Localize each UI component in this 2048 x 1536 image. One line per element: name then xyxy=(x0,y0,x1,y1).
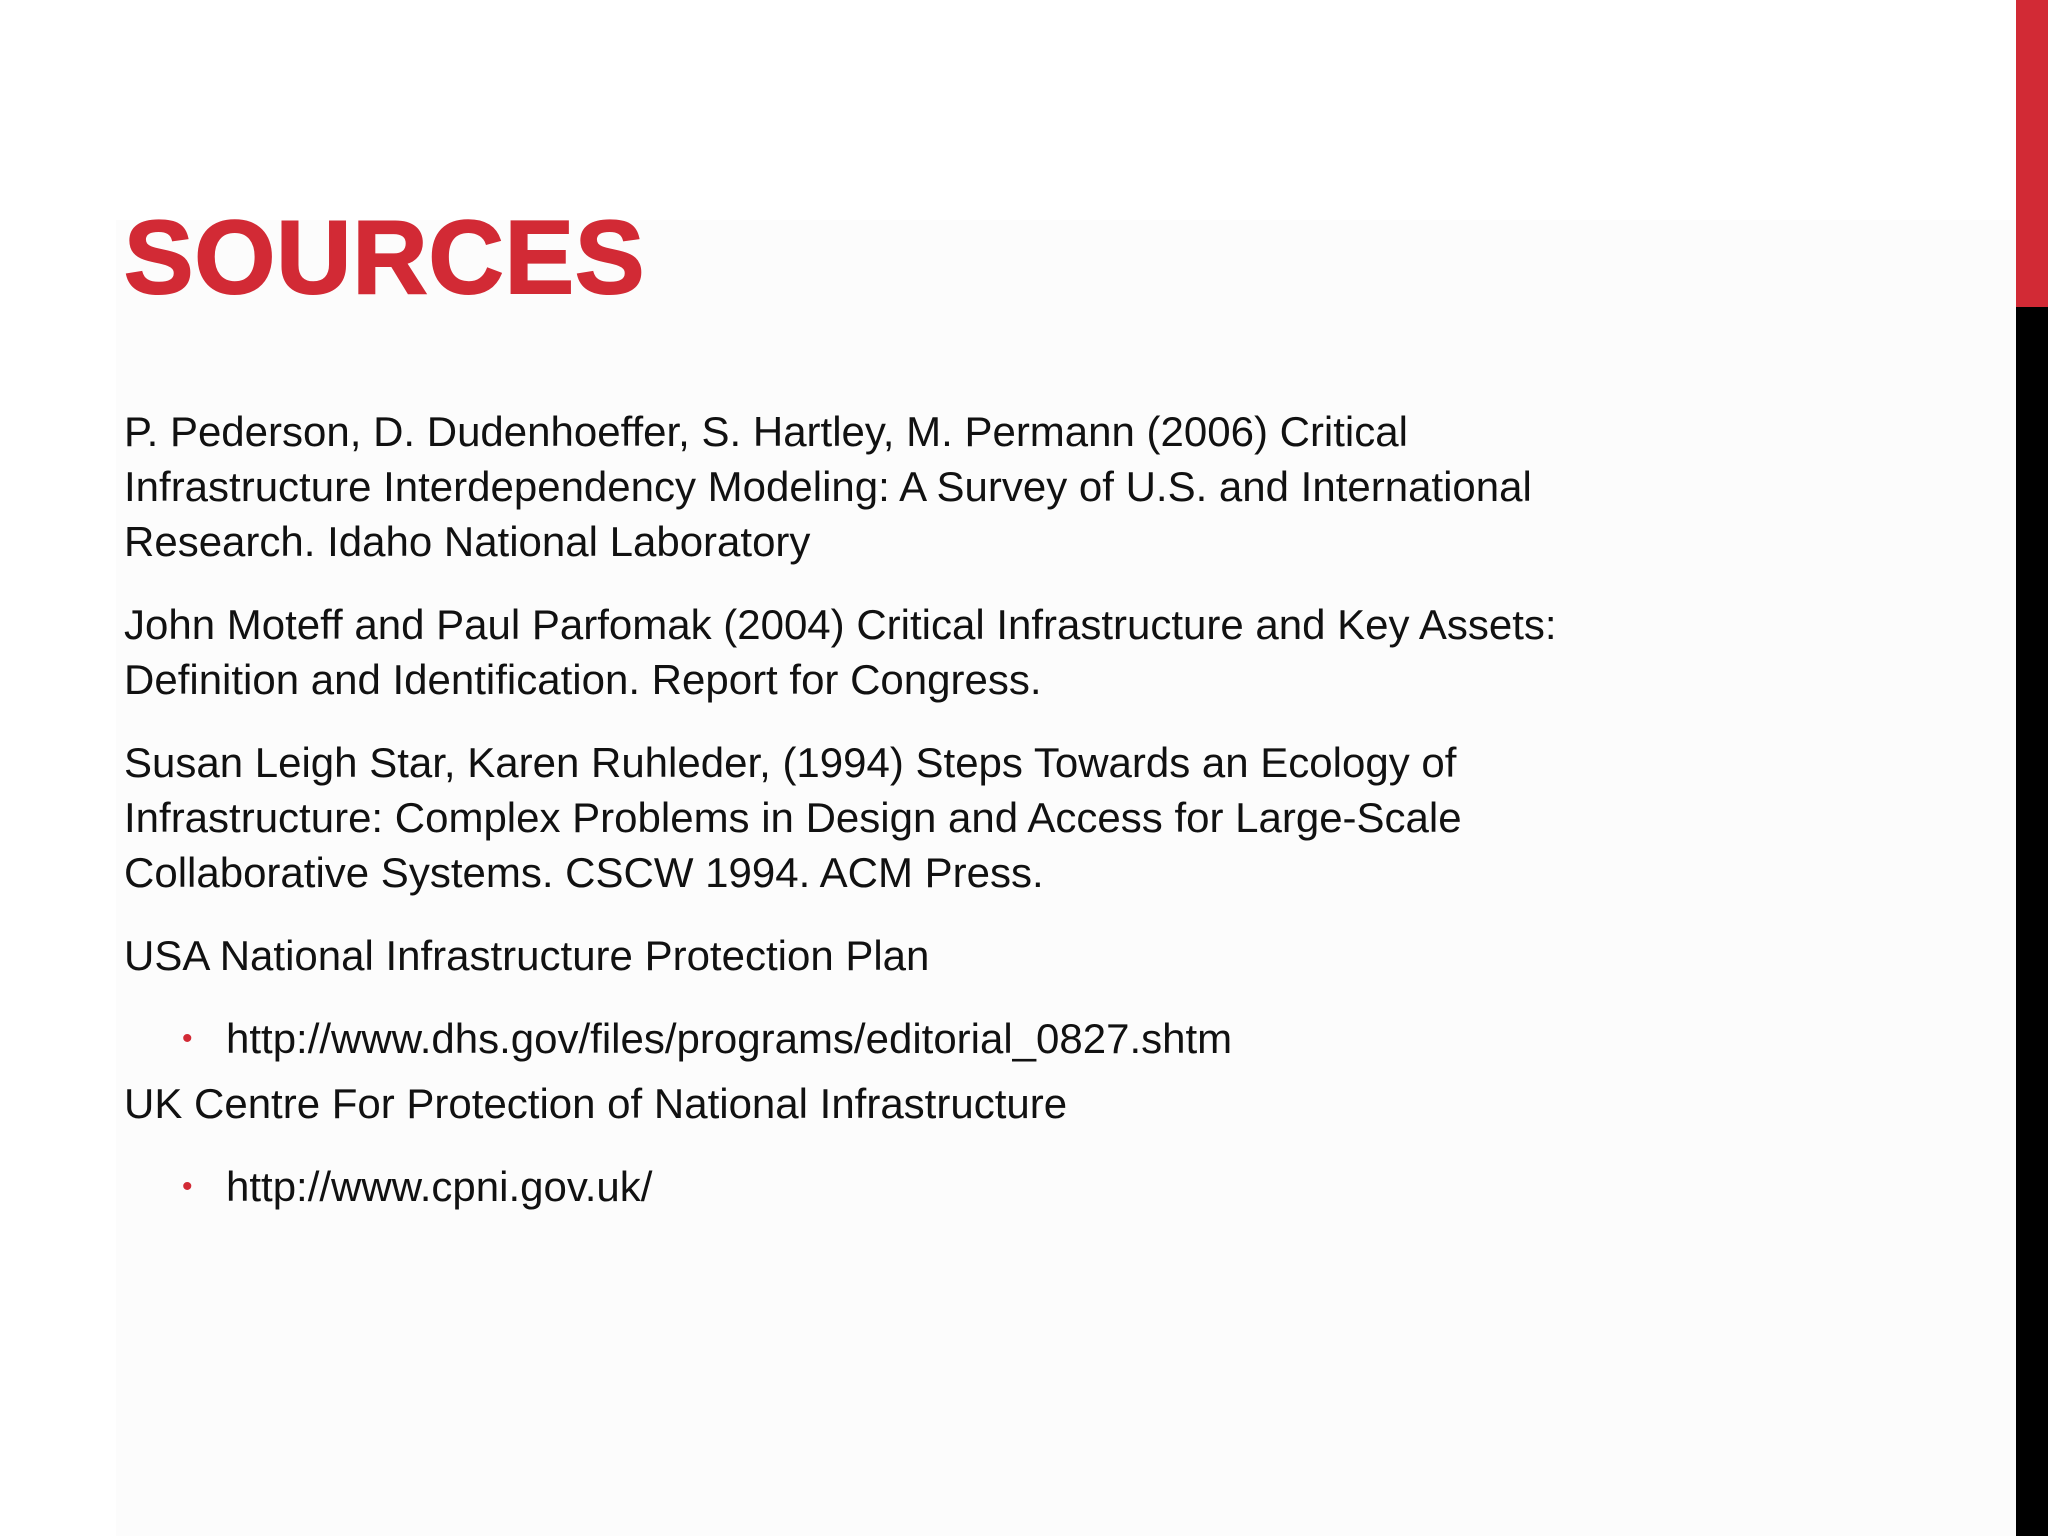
reference-line: Infrastructure Interdependency Modeling: A Survey of U.S. and International xyxy=(124,463,1532,510)
usa-plan-url-item xyxy=(124,1011,1684,1066)
bullet-icon: • xyxy=(182,1022,193,1055)
slide-title: SOURCES xyxy=(124,200,646,316)
sources-list xyxy=(124,404,1684,1224)
usa-plan-url: http://www.dhs.gov/files/programs/editorial_0827.shtm xyxy=(226,1015,1233,1062)
uk-cpni-label: UK Centre For Protection of National Infrastructure xyxy=(124,1080,1068,1127)
bullet-icon: • xyxy=(182,1170,193,1203)
uk-cpni-url-item xyxy=(124,1159,1684,1214)
reference-star xyxy=(124,735,1684,900)
usa-plan-label: USA National Infrastructure Protection Plan xyxy=(124,932,930,979)
reference-line: John Moteff and Paul Parfomak (2004) Critical Infrastructure and Key Assets: xyxy=(124,601,1557,648)
reference-line: Research. Idaho National Laboratory xyxy=(124,518,811,565)
reference-line: Susan Leigh Star, Karen Ruhleder, (1994) Steps Towards an Ecology of xyxy=(124,739,1457,786)
reference-line: Definition and Identification. Report for Congress. xyxy=(124,656,1042,703)
reference-line: Collaborative Systems. CSCW 1994. ACM Press. xyxy=(124,849,1044,896)
uk-cpni-url: http://www.cpni.gov.uk/ xyxy=(226,1163,653,1210)
reference-moteff xyxy=(124,597,1684,707)
reference-line: Infrastructure: Complex Problems in Design and Access for Large-Scale xyxy=(124,794,1462,841)
reference-line: P. Pederson, D. Dudenhoeffer, S. Hartley, M. Permann (2006) Critical xyxy=(124,408,1408,455)
reference-pederson xyxy=(124,404,1684,569)
side-accent-bar-red xyxy=(2016,0,2048,307)
side-accent-bar-black xyxy=(2016,307,2048,1536)
